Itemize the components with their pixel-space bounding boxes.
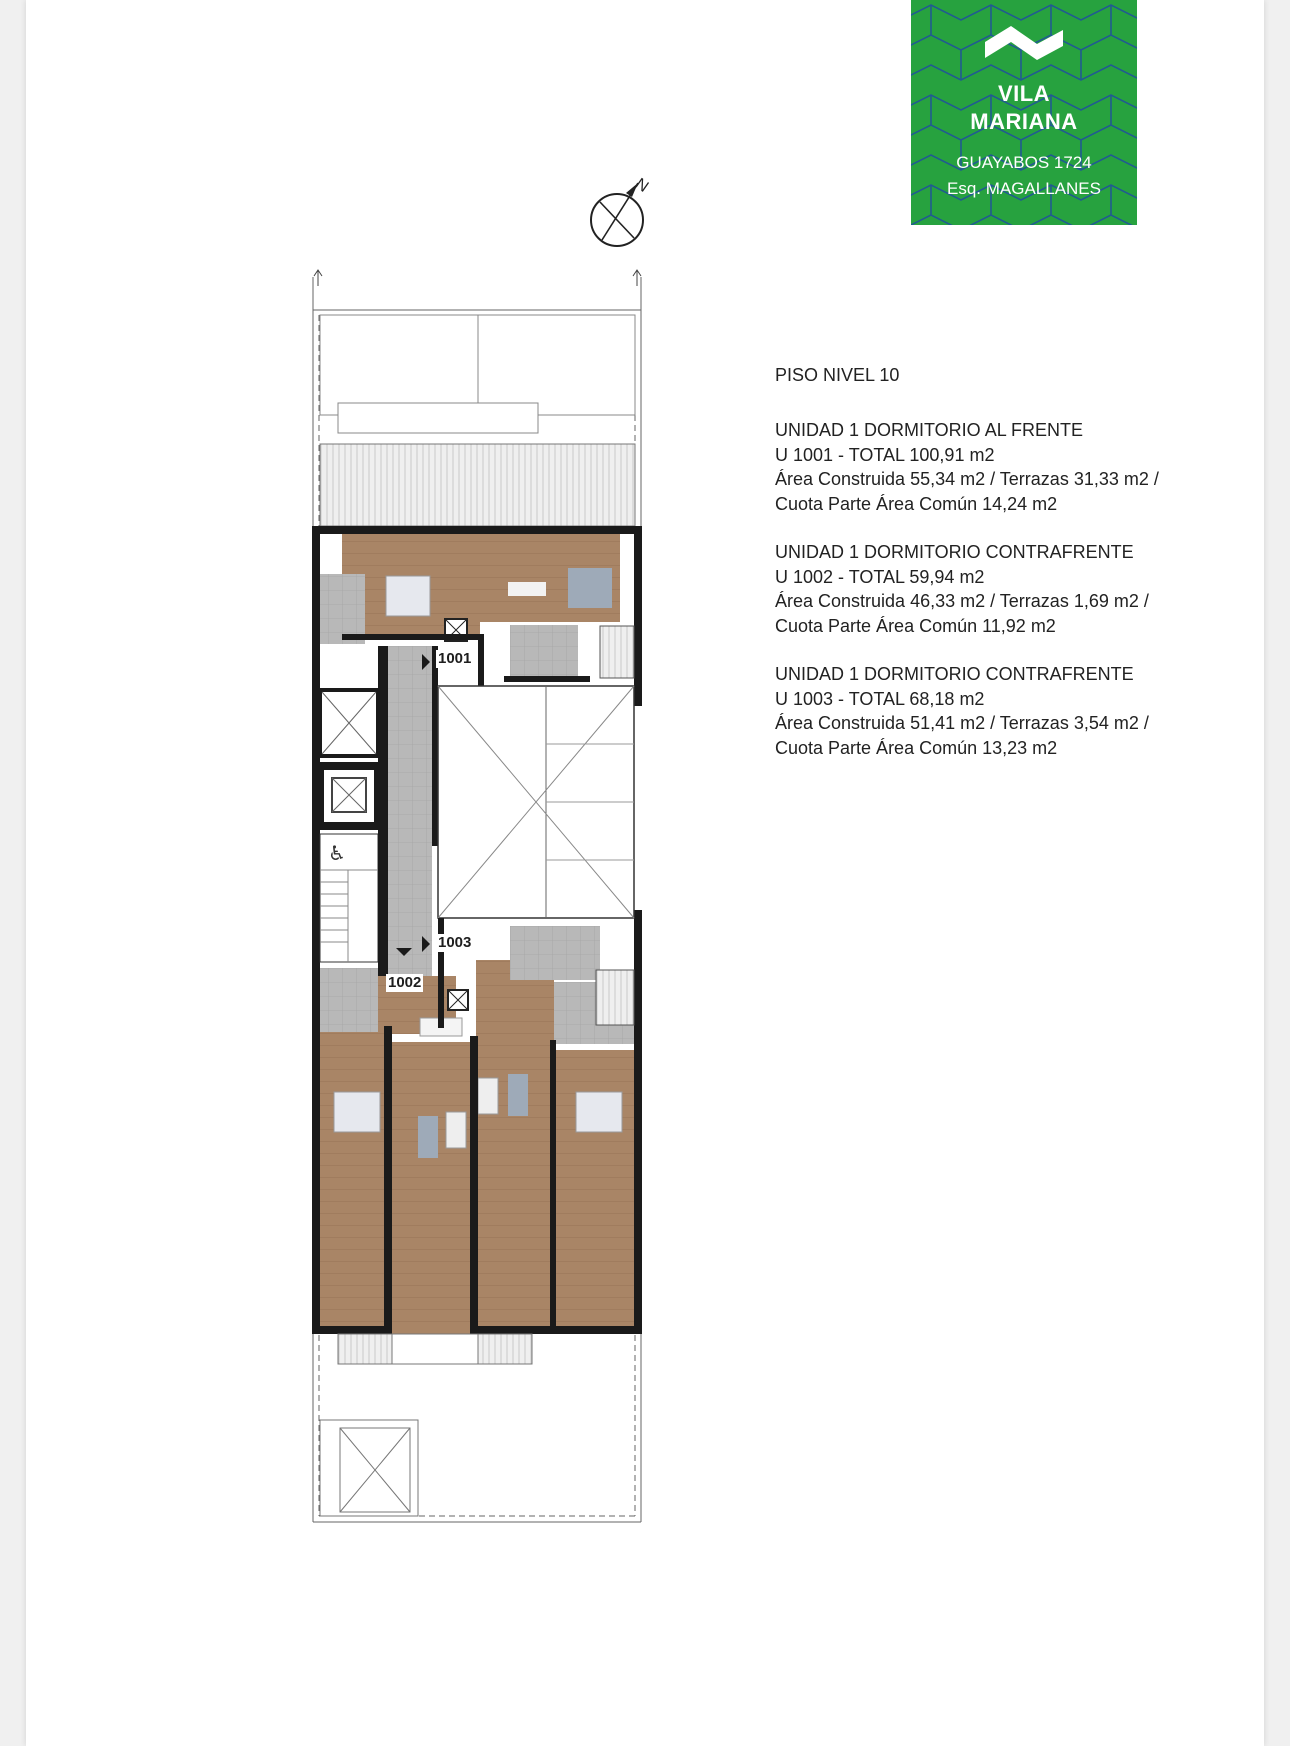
rear-terraces xyxy=(338,1334,532,1364)
unit-common: Cuota Parte Área Común 11,92 m2 xyxy=(775,615,1056,636)
unit-title: UNIDAD 1 DORMITORIO CONTRAFRENTE xyxy=(775,664,1134,684)
common-corridor xyxy=(378,646,438,976)
unit-total: U 1002 - TOTAL 59,94 m2 xyxy=(775,566,985,587)
light-well xyxy=(438,686,634,918)
rear-yard-skylight xyxy=(320,1420,418,1516)
unit-label-1002: 1002 xyxy=(388,974,422,991)
property-markers xyxy=(314,270,641,286)
core-elevators-stairs xyxy=(320,690,378,962)
unit-label-1001: 1001 xyxy=(438,650,472,667)
compass-north-label: N xyxy=(632,175,652,196)
unit-areas: Área Construida 51,41 m2 / Terrazas 3,54 m2 / xyxy=(775,713,1149,733)
unit-areas: Área Construida 46,33 m2 / Terrazas 1,69 m2 / xyxy=(775,591,1149,611)
unit-common: Cuota Parte Área Común 14,24 m2 xyxy=(775,493,1058,514)
brand-address: GUAYABOS 1724 Esq. MAGALLANES xyxy=(946,153,1101,198)
unit-title: UNIDAD 1 DORMITORIO CONTRAFRENTE xyxy=(775,542,1134,562)
unit-label-1003: 1003 xyxy=(438,934,472,951)
front-terrace xyxy=(320,315,635,526)
unit-total: U 1001 - TOTAL 100,91 m2 xyxy=(775,444,995,465)
brand-name: VILA MARIANA xyxy=(970,81,1078,134)
unit-common: Cuota Parte Área Común 13,23 m2 xyxy=(775,737,1058,758)
unit-areas: Área Construida 55,34 m2 / Terrazas 31,33 m2 / xyxy=(775,469,1159,489)
brand-logo xyxy=(911,0,1137,225)
accessibility-icon: ♿ xyxy=(328,843,346,865)
unit-title: UNIDAD 1 DORMITORIO AL FRENTE xyxy=(775,420,1084,440)
unit-info-1002 xyxy=(775,540,1235,638)
unit-info-1003 xyxy=(775,662,1235,760)
unit-total: U 1003 - TOTAL 68,18 m2 xyxy=(775,688,985,709)
unit-info-1001 xyxy=(775,418,1235,516)
level-title: PISO NIVEL 10 xyxy=(775,365,900,385)
unit-info-panel xyxy=(775,362,1235,784)
floor-plan xyxy=(300,170,660,1545)
